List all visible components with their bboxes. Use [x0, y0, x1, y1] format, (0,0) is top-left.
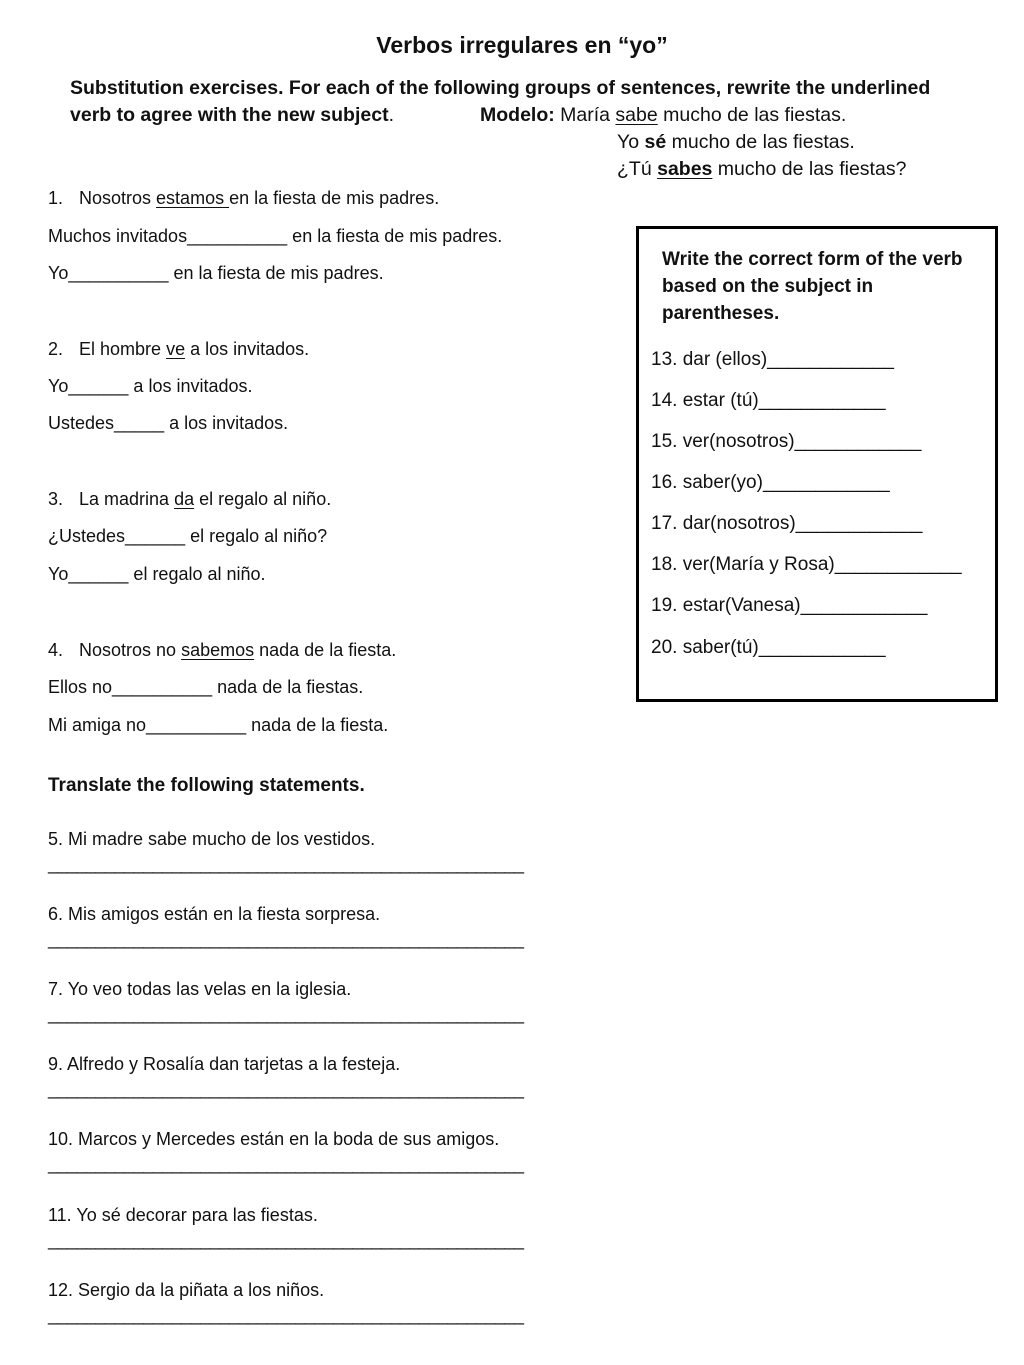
answer-line[interactable]: __________________________________________________ [48, 1079, 524, 1099]
exercise-2-post: a los invitados. [185, 339, 310, 359]
modelo-example-2 [617, 131, 855, 154]
exercise-3-pre: La madrina [79, 489, 175, 509]
answer-line[interactable]: __________________________________________________ [48, 1305, 524, 1325]
box-item-15[interactable]: 15. ver(nosotros)____________ [651, 431, 922, 452]
box-item-13[interactable]: 13. dar (ellos)____________ [651, 349, 894, 370]
exercise-1-post: en la fiesta de mis padres. [229, 188, 440, 208]
translate-item-7: 7. Yo veo todas las velas en la iglesia. [48, 979, 352, 999]
exercise-2-line-b: Ustedes_____ a los invitados. [48, 413, 289, 433]
modelo-example-2-verb: sé [644, 131, 667, 153]
box-item-16[interactable]: 16. saber(yo)____________ [651, 472, 890, 493]
instructions-line-1: Substitution exercises. For each of the following groups of sentences, rewrite the underlined [70, 77, 931, 99]
modelo-example-3-verb: sabes [657, 158, 713, 180]
answer-line[interactable]: __________________________________________________ [48, 1154, 524, 1174]
modelo-example-3 [617, 158, 906, 181]
exercise-3-line-a: ¿Ustedes______ el regalo al niño? [48, 526, 328, 546]
answer-line[interactable]: __________________________________________________ [48, 1004, 524, 1024]
exercise-4-sentence [48, 640, 396, 661]
modelo-label: Modelo: [480, 104, 555, 126]
exercise-2-number: 2. [48, 339, 64, 359]
answer-line[interactable]: __________________________________________________ [48, 1230, 524, 1250]
exercise-4-line-b: Mi amiga no__________ nada de la fiesta. [48, 715, 389, 735]
translate-item-5: 5. Mi madre sabe mucho de los vestidos. [48, 829, 376, 849]
exercise-3-post: el regalo al niño. [194, 489, 332, 509]
translate-heading: Translate the following statements. [48, 775, 365, 796]
modelo-example-1 [480, 104, 846, 127]
exercise-2-pre: El hombre [79, 339, 167, 359]
box-title: Write the correct form of the verb based on the subject in parentheses. [662, 249, 963, 324]
exercise-1-sentence [48, 188, 439, 209]
exercise-1-number: 1. [48, 188, 64, 208]
box-item-14[interactable]: 14. estar (tú)____________ [651, 390, 886, 411]
exercise-2-line-a: Yo______ a los invitados. [48, 376, 253, 396]
modelo-example-1-post: mucho de las fiestas. [657, 104, 847, 126]
modelo-example-2-pre: Yo [617, 131, 645, 153]
box-item-19[interactable]: 19. estar(Vanesa)____________ [651, 595, 928, 616]
exercise-3-number: 3. [48, 489, 64, 509]
exercise-1-verb: estamos [156, 188, 230, 208]
translate-item-10: 10. Marcos y Mercedes están en la boda de sus amigos. [48, 1129, 500, 1149]
modelo-example-3-post: mucho de las fiestas? [712, 158, 907, 180]
exercise-4-number: 4. [48, 640, 64, 660]
modelo-example-2-post: mucho de las fiestas. [666, 131, 855, 153]
exercise-4-line-a: Ellos no__________ nada de la fiestas. [48, 677, 364, 697]
box-item-20[interactable]: 20. saber(tú)____________ [651, 637, 886, 658]
exercise-1-line-b: Yo__________ en la fiesta de mis padres. [48, 263, 384, 283]
modelo-example-1-pre: María [560, 104, 616, 126]
translate-item-6: 6. Mis amigos están en la fiesta sorpresa. [48, 904, 381, 924]
exercise-2-sentence [48, 339, 309, 360]
exercise-1-line-a: Muchos invitados__________ en la fiesta de mis padres. [48, 226, 503, 246]
exercise-4-verb: sabemos [181, 640, 255, 660]
exercise-3-verb: da [174, 489, 195, 509]
instructions-line-2-period: . [388, 104, 394, 126]
answer-line[interactable]: __________________________________________________ [48, 929, 524, 949]
translate-item-9: 9. Alfredo y Rosalía dan tarjetas a la festeja. [48, 1054, 401, 1074]
page-title: Verbos irregulares en “yo” [376, 32, 668, 58]
answer-line[interactable]: __________________________________________________ [48, 854, 524, 874]
translate-item-12: 12. Sergio da la piñata a los niños. [48, 1280, 325, 1300]
exercise-2-verb: ve [166, 339, 186, 359]
box-item-18[interactable]: 18. ver(María y Rosa)____________ [651, 554, 962, 575]
modelo-example-1-verb: sabe [615, 104, 658, 126]
exercise-4-post: nada de la fiesta. [254, 640, 397, 660]
instructions-line-2-text: verb to agree with the new subject [70, 104, 389, 126]
box-item-17[interactable]: 17. dar(nosotros)____________ [651, 513, 923, 534]
exercise-4-pre: Nosotros no [79, 640, 182, 660]
instructions-line-2 [70, 104, 394, 127]
translate-item-11: 11. Yo sé decorar para las fiestas. [48, 1205, 318, 1225]
exercise-3-sentence [48, 489, 331, 510]
exercise-1-pre: Nosotros [79, 188, 157, 208]
exercise-3-line-b: Yo______ el regalo al niño. [48, 564, 266, 584]
modelo-example-3-pre: ¿Tú [617, 158, 658, 180]
